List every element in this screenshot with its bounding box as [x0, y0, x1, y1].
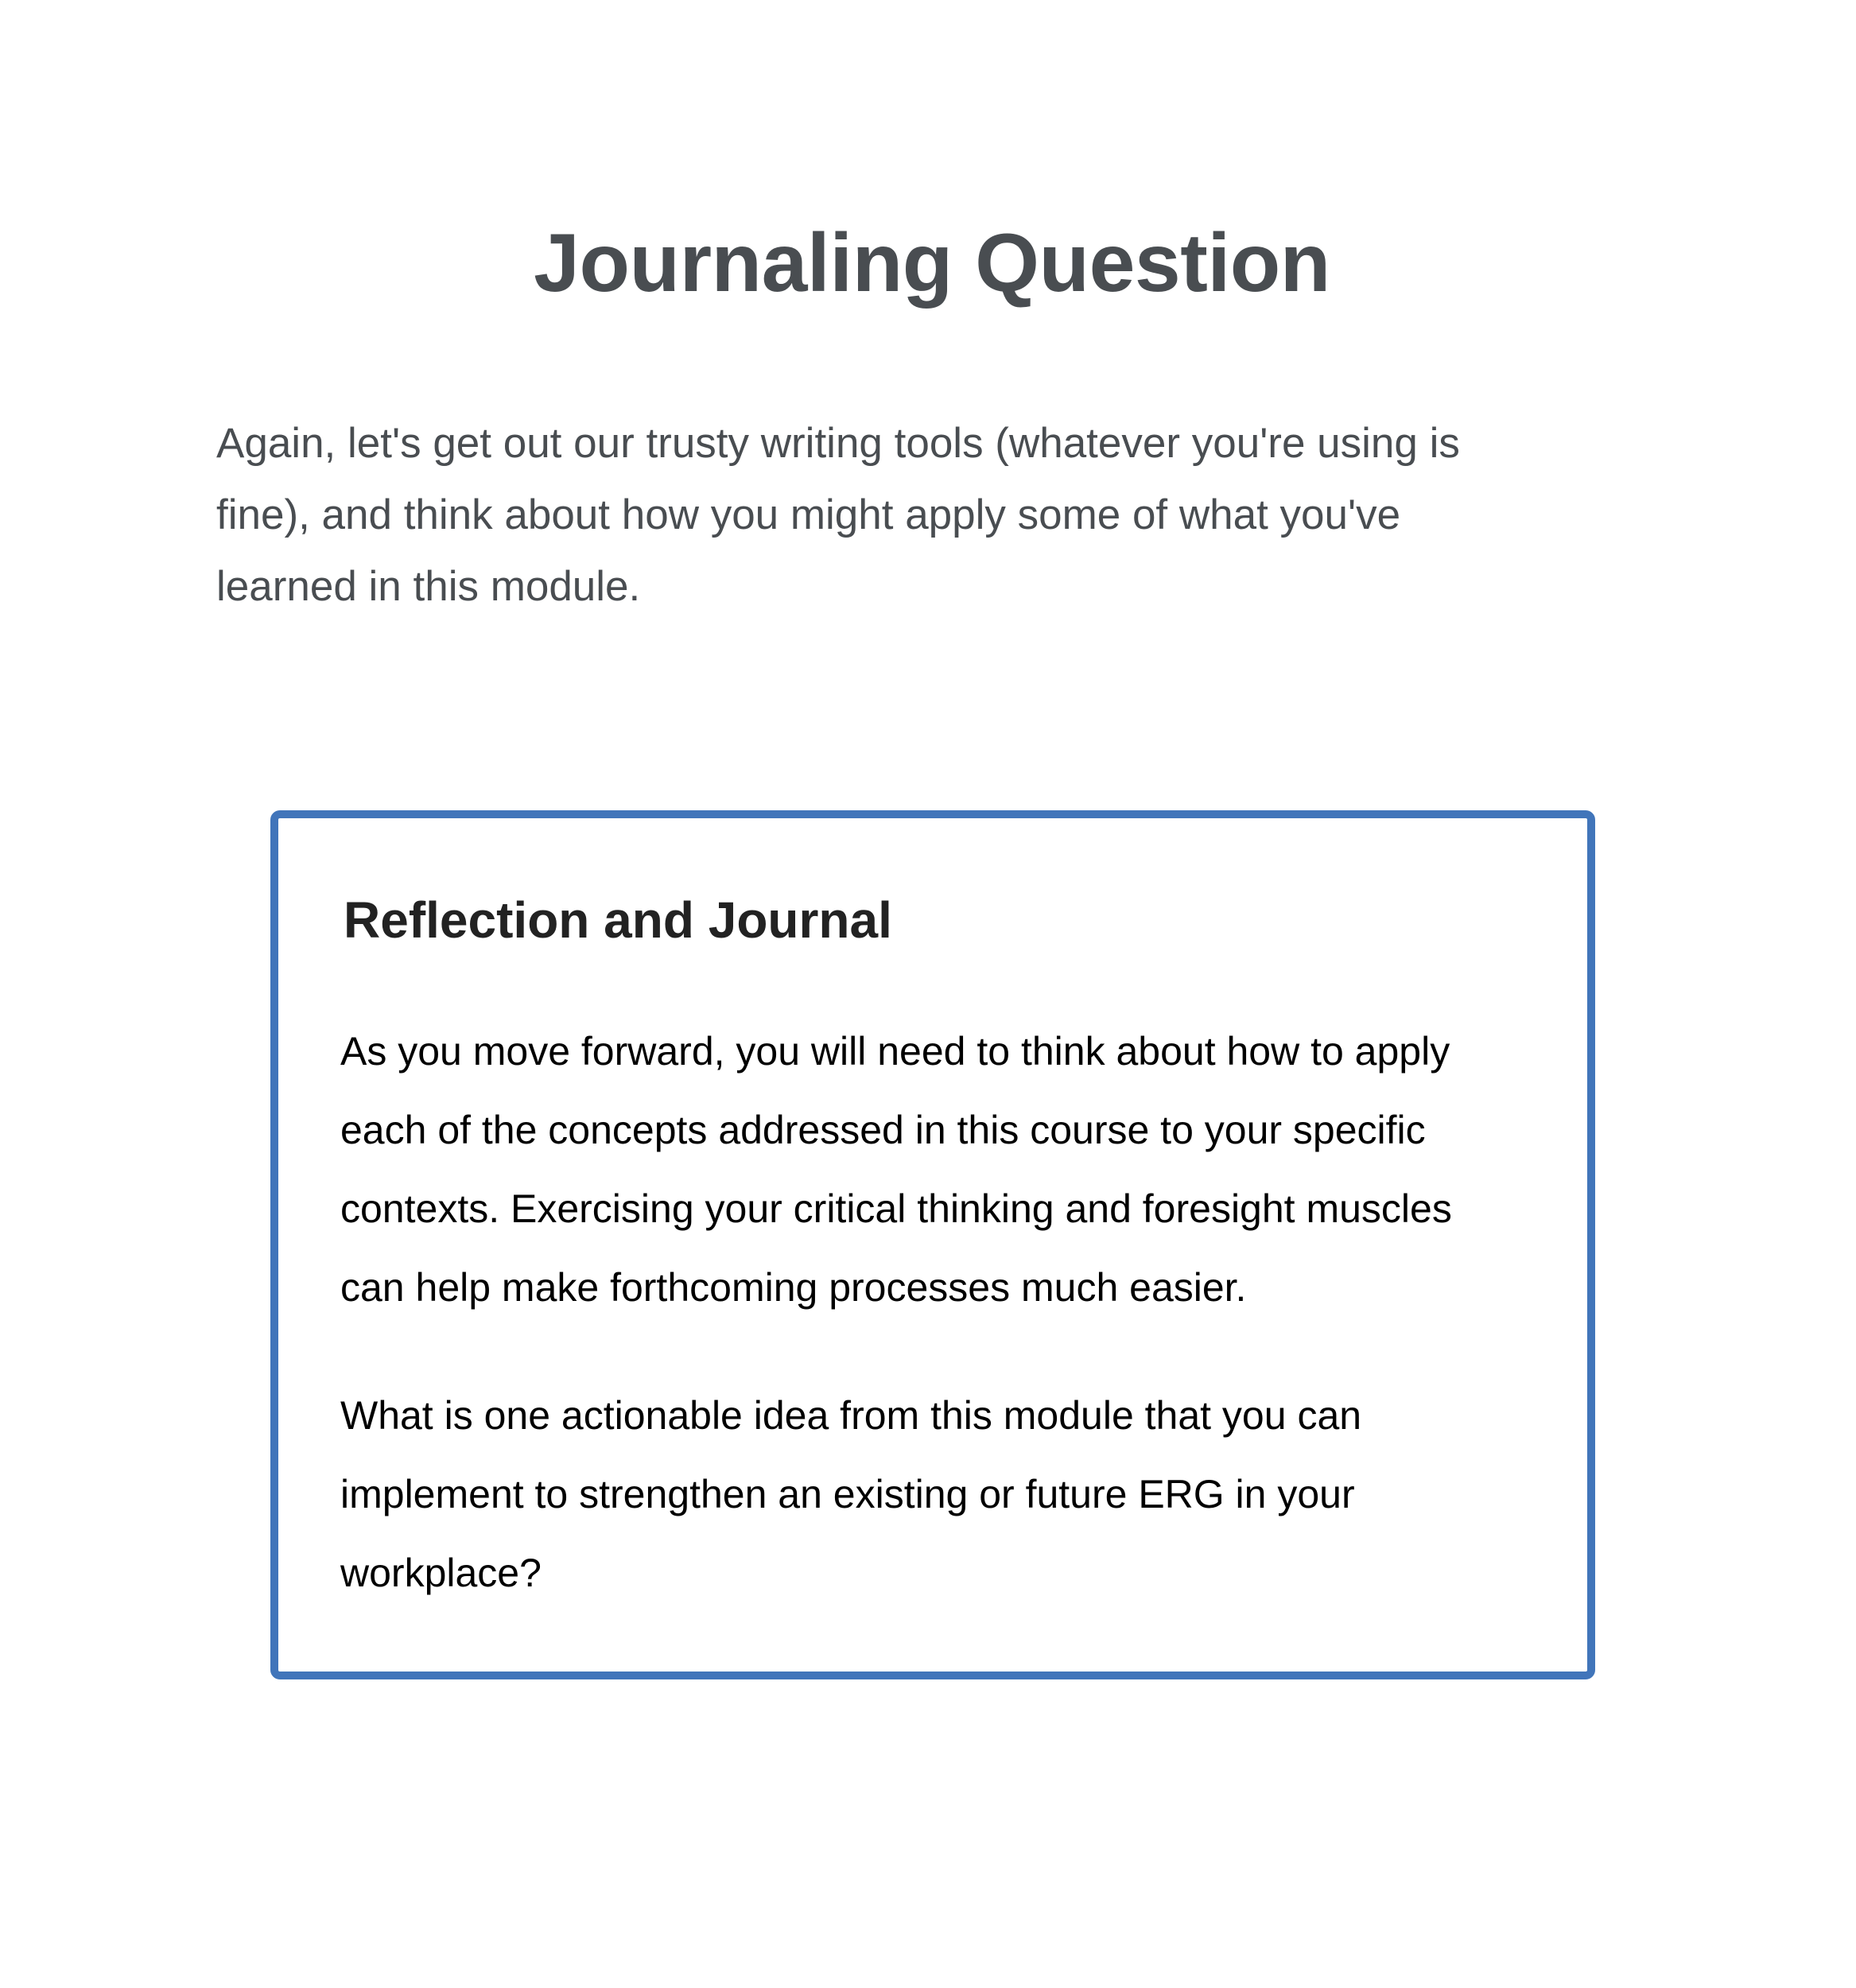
intro-line: learned in this module.: [216, 563, 641, 610]
callout-line: each of the concepts addressed in this course to your specific: [340, 1108, 1426, 1152]
intro-line: Again, let's get out our trusty writing tools (whatever you're using is: [216, 420, 1460, 467]
page-title: Journaling Question: [534, 217, 1330, 309]
callout-line: can help make forthcoming processes much easier.: [340, 1265, 1247, 1310]
callout-line: What is one actionable idea from this module that you can: [340, 1393, 1362, 1438]
callout-line: contexts. Exercising your critical thinking and foresight muscles: [340, 1186, 1452, 1231]
callout-paragraph-question: [340, 1376, 1361, 1613]
intro-paragraph: [216, 408, 1648, 623]
callout-line: As you move forward, you will need to think about how to apply: [340, 1029, 1450, 1074]
callout-paragraph-context: [340, 1012, 1452, 1327]
callout-line: implement to strengthen an existing or future ERG in your: [340, 1472, 1355, 1516]
callout-line: workplace?: [340, 1551, 542, 1595]
intro-line: fine), and think about how you might apply some of what you've: [216, 491, 1401, 538]
reflection-callout-box: [270, 810, 1595, 1679]
callout-heading: Reflection and Journal: [344, 891, 892, 949]
